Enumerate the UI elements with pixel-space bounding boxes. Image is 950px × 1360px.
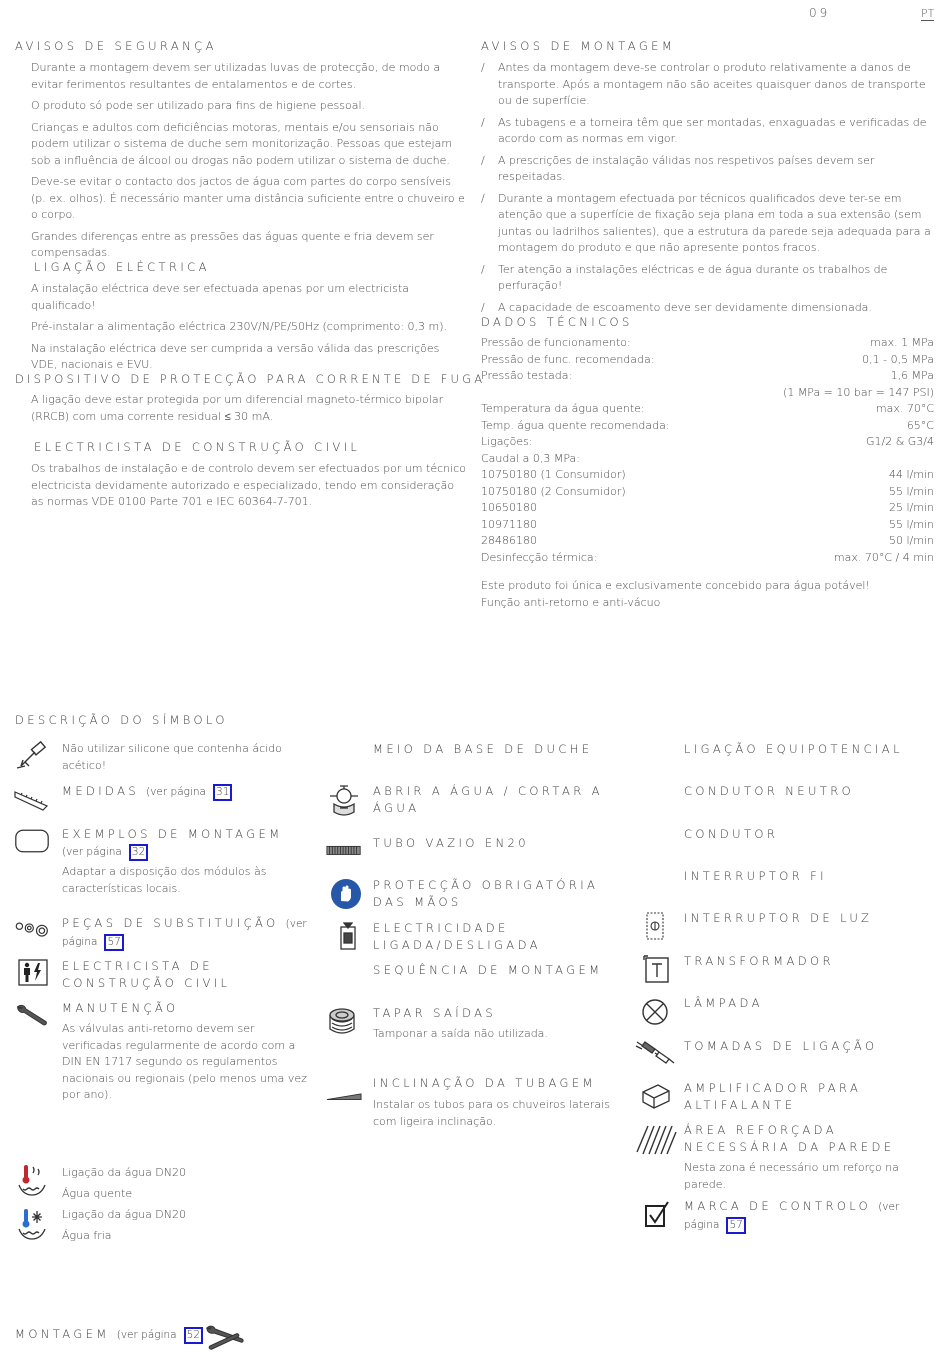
rcd-paragraph: A ligação deve estar protegida por um diferencial magneto-térmico bipolar (RRCB) com uma corrente residual ≤ 30 mA. [31,393,444,423]
silicone-text: Não utilizar silicone que contenha ácido acético! [62,742,282,772]
open-water-label: ABRIR A ÁGUA / CORTAR A ÁGUA [373,784,603,815]
examples-label: EXEMPLOS DE MONTAGEM (ver página 32 [62,826,307,861]
table-row: Pressão de func. recomendada: 0,1 - 0,5 MPa [481,352,934,366]
page-link-52[interactable]: 52 [184,1327,203,1344]
safety-paragraph: Crianças e adultos com deficiências motoras, mentais e/ou sensoriais não podem utilizar o sistema de duche sem monitorização. Pessoas que estejam sob a influência de álcool ou drogas não podem utilizar o sistema de duche. [31,120,453,167]
safety-body [31,60,468,267]
electrical-paragraph: A instalação eléctrica deve ser efectuada apenas por um electricista qualificado! [31,282,409,312]
table-row: Ligações: G1/2 & G3/4 [481,435,934,448]
table-row: 28486180 50 l/min [481,534,934,547]
list-item: / As tubagens e a torneira têm que ser montadas, enxaguadas e verificadas de acordo com as normas em vigor. [481,115,927,145]
page-number: 09 [809,6,831,20]
electrical-paragraph: Pré-instalar a alimentação eléctrica 230V/N/PE/50Hz (comprimento: 0,3 m). [31,320,448,333]
page-link-32[interactable]: 32 [129,844,148,861]
assembly-list [481,60,933,321]
reinforced-wall-icon [636,1122,678,1156]
electrical-title: LIGAÇÃO ELÉCTRICA [34,260,210,274]
equipotential-label: LIGAÇÃO EQUIPOTENCIAL [684,742,903,756]
lamp-icon [640,996,670,1028]
examples-desc: Adaptar a disposição dos módulos às características locais. [62,865,267,895]
table-row: (1 MPa = 10 bar = 147 PSI) [783,385,934,399]
table-row: Pressão de funcionamento: max. 1 MPa [481,336,934,349]
table-row: 10971180 55 l/min [481,517,934,531]
transformer-label: TRANSFORMADOR [684,954,834,968]
list-item: / Ter atenção a instalações eléctricas e de água durante os trabalhos de perfuração! [481,262,888,292]
pipe-slope-desc: Instalar os tubos para os chuveiros laterais com ligeira inclinação. [373,1098,610,1128]
electrician-title: ELECTRICISTA DE CONSTRUÇÃO CIVIL [34,440,361,454]
tech-note: Este produto foi única e exclusivamente concebido para água potável! [481,579,870,592]
safety-paragraph: Grandes diferenças entre as pressões das águas quente e fria devem ser compensadas. [31,229,434,259]
cold-water-icon [15,1207,51,1243]
cap-outlets-desc: Tamponar a saída não utilizada. [373,1027,548,1040]
conductor-label: CONDUTOR [684,827,779,841]
list-item: / A prescrições de instalação válidas nos respetivos países devem ser respeitadas. [481,153,875,183]
water-valve-icon [326,784,362,818]
empty-pipe-icon [326,836,362,864]
cap-plug-icon [326,1005,362,1039]
table-row: Temperatura da água quente: max. 70°C [481,402,934,415]
electrician-icon [16,957,52,987]
neutral-conductor-label: CONDUTOR NEUTRO [684,784,855,798]
symbols-title: DESCRIÇÃO DO SÍMBOLO [15,713,228,727]
check-mark-label: MARCA DE CONTROLO (ver página 57 [684,1198,929,1234]
rcd-body [31,392,468,430]
light-switch-label: INTERRUPTOR DE LUZ [684,911,873,925]
check-mark-icon [642,1199,672,1231]
rcd-title: DISPOSITIVO DE PROTECÇÃO PARA CORRENTE DE FUGA [15,372,486,386]
connection-plug-icon [634,1036,676,1070]
electricity-on-off-label: ELECTRICIDADE LIGADA/DESLIGADA [373,921,541,952]
language-tab[interactable]: PT [921,7,935,20]
list-item: / Durante a montagem efectuada por técnicos qualificados deve ter-se em atenção que a superfície de fixação seja plana em toda a sua extensão (sem juntas ou ladrilhos salientes), que a estrutura da parede seja adequada para a montagem do produto e que não apresente pontos fracos. [481,191,931,254]
transformer-icon [641,953,671,985]
empty-pipe-label: TUBO VAZIO EN20 [373,836,529,850]
lamp-label: LÂMPADA [684,996,763,1010]
table-row: 10750180 (2 Consumidor) 55 l/min [481,484,934,498]
table-row: Caudal a 0,3 MPa: [481,451,580,465]
table-row: 10650180 25 l/min [481,501,934,514]
measures-label: MEDIDAS (ver página 31 [62,783,232,801]
electricity-switch-icon [330,920,366,952]
table-row: Temp. água quente recomendada: 65°C [481,418,934,432]
reinforced-wall-desc: Nesta zona é necessário um reforço na parede. [684,1161,899,1191]
shower-base-center-label: MEIO DA BASE DE DUCHE [373,742,593,756]
cap-outlets-label: TAPAR SAÍDAS [373,1006,497,1020]
list-item: / A capacidade de escoamento deve ser devidamente dimensionada. [481,300,872,314]
safety-paragraph: Deve-se evitar o contacto dos jactos de água com partes do corpo sensíveis (p. ex. olhos). É necessário manter uma distância suficiente entre o chuveiro e o corpo. [31,175,465,221]
amplifier-label: AMPLIFICADOR PARA ALTIFALANTE [684,1081,862,1112]
electrician-label: ELECTRICISTA DE CONSTRUÇÃO CIVIL [62,959,231,990]
assembly-footer-label: MONTAGEM (ver página 52 [15,1326,203,1344]
hot-water-label: Ligação da água DN20 Água quente [62,1166,187,1200]
hand-protection-icon [328,877,364,911]
table-row: Pressão testada: 1,6 MPa [481,369,934,382]
cold-water-label: Ligação da água DN20 Água fria [62,1208,187,1242]
safety-paragraph: Durante a montagem devem ser utilizadas luvas de protecção, de modo a evitar ferimentos resultantes de entalamentos e de cortes. [31,61,441,91]
table-row: 10750180 (1 Consumidor) 44 l/min [481,468,934,481]
spare-parts-label: PEÇAS DE SUBSTITUIÇÃO (ver página 57 [62,915,307,951]
maintenance-desc: As válvulas anti-retorno devem ser verificadas regularmente de acordo com a DIN EN 1717 segundo os regulamentos nacionais ou regionais (pelo menos uma vez por ano). [62,1022,307,1101]
wrench-icon [14,1000,50,1030]
list-item: / Antes da montagem deve-se controlar o produto relativamente a danos de transporte. Após a montagem não são aceites quaisquer danos de transporte ou de superfície. [481,61,926,107]
tech-title: DADOS TÉCNICOS [481,315,633,329]
rcd-switch-label: INTERRUPTOR FI [684,869,827,883]
pipe-slope-icon [326,1081,362,1103]
silicone-gun-icon [15,740,51,770]
reinforced-wall-label: ÁREA REFORÇADA NECESSÁRIA DA PAREDE [684,1123,895,1154]
spare-parts-icon [14,913,50,943]
page-link-57[interactable]: 57 [104,934,123,951]
electrical-body [31,281,468,379]
tech-notes [481,578,934,611]
hand-protection-label: PROTECÇÃO OBRIGATÓRIA DAS MÃOS [373,878,599,909]
maintenance-label: MANUTENÇÃO [62,1001,179,1015]
page-link-31[interactable]: 31 [213,784,232,801]
hot-water-icon [15,1163,51,1199]
ruler-icon [13,784,49,814]
electrical-paragraph: Na instalação eléctrica deve ser cumprida a versão válida das prescrições VDE, nacionais e EVU. [31,341,440,371]
light-switch-icon [640,910,670,942]
tech-note: Função anti-retorno e anti-vácuo [481,595,661,609]
safety-title: AVISOS DE SEGURANÇA [15,39,217,53]
electrician-body [31,461,468,516]
pipe-slope-label: INCLINAÇÃO DA TUBAGEM [373,1076,596,1090]
assembly-sequence-label: SEQUÊNCIA DE MONTAGEM [373,963,603,977]
safety-paragraph: O produto só pode ser utilizado para fins de higiene pessoal. [31,99,366,112]
page-link-57[interactable]: 57 [726,1217,745,1234]
amplifier-icon [640,1080,672,1112]
tools-icon [204,1322,246,1350]
connection-sockets-label: TOMADAS DE LIGAÇÃO [684,1039,878,1053]
tech-table [481,335,934,566]
table-row: Desinfecção térmica: max. 70°C / 4 min [481,550,934,564]
assembly-title: AVISOS DE MONTAGEM [481,39,676,53]
electrician-paragraph: Os trabalhos de instalação e de controlo devem ser efectuados por um técnico electricista devidamente autorizado e especializado, tendo em consideração as normas VDE 0100 Parte 701 e IEC 60364-7-701. [31,462,466,508]
rounded-rectangle-icon [14,826,50,856]
